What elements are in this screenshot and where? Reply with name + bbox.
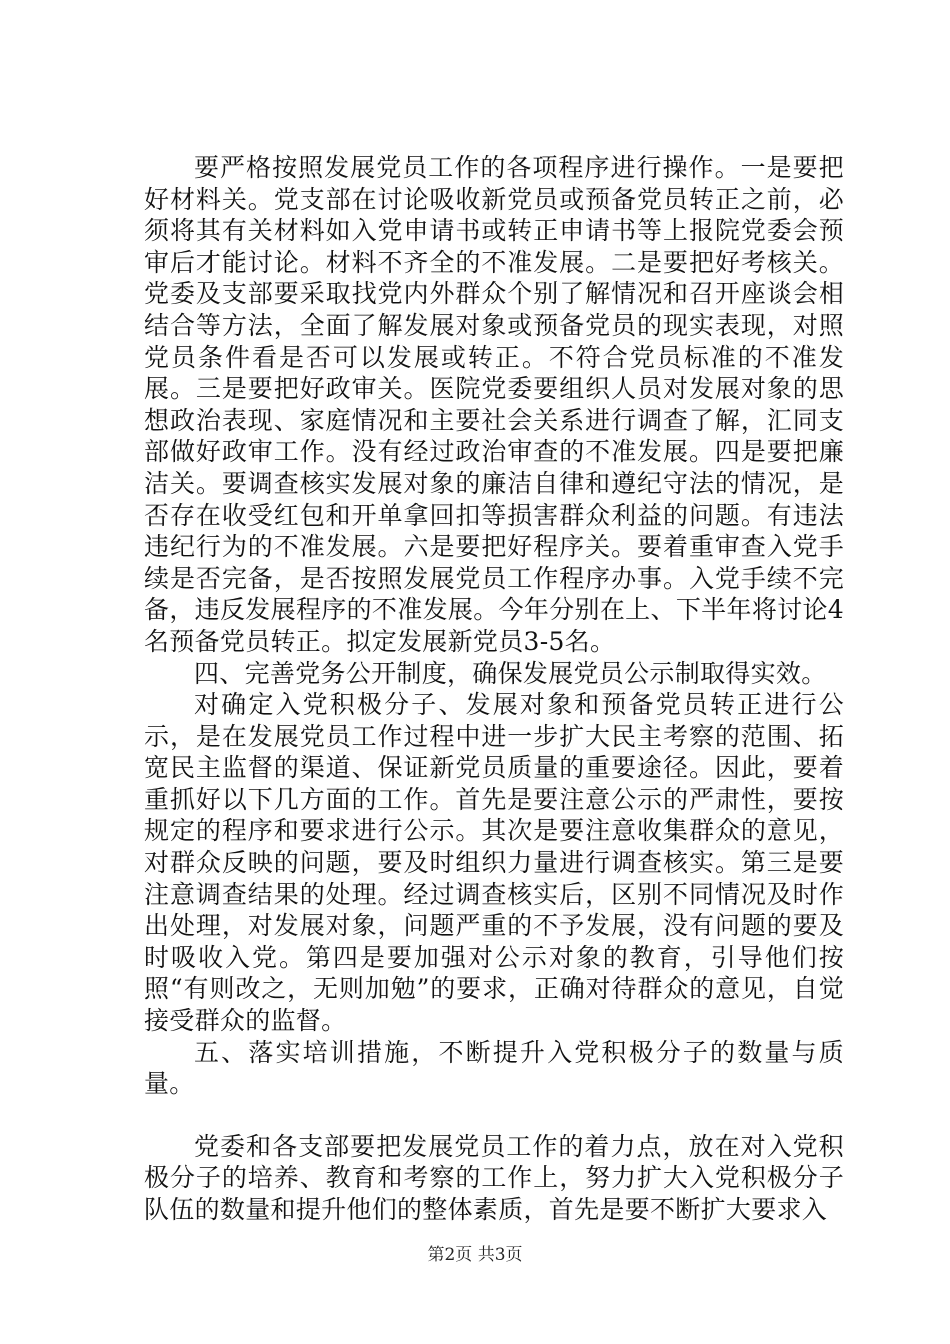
section-heading-four: 四、完善党务公开制度，确保发展党员公示制取得实效。 (194, 658, 827, 688)
paragraph-training: 党委和各支部要把发展党员工作的着力点，放在对入党积极分子的培养、教育和考察的工作上，努力扩大入党积极分子队伍的数量和提升他们的整体素质，首先是要不断扩大要求入 (144, 1131, 844, 1224)
paragraph-procedures: 要严格按照发展党员工作的各项程序进行操作。一是要把好材料关。党支部在讨论吸收新党员或预备党员转正之前，必须将其有关材料如入党申请书或转正申请书等上报院党委会预审后才能讨论。材料不齐全的不准发展。二是要把好考核关。党委及支部要采取找党内外群众个别了解情况和召开座谈会相结合等方法，全面了解发展对象或预备党员的现实表现，对照党员条件看是否可以发展或转正。不符合党员标准的不准发展。三是要把好政审关。医院党委要组织人员对发展对象的思想政治表现、家庭情况和主要社会关系进行调查了解，汇同支部做好政审工作。没有经过政治审查的不准发展。四是要把廉洁关。要调查核实发展对象的廉洁自律和遵纪守法的情况，是否存在收受红包和开单拿回扣等损害群众利益的问题。有违法违纪行为的不准发展。六是要把好程序关。要着重审查入党手续是否完备，是否按照发展党员工作程序办事。入党手续不完备，违反发展程序的不准发展。今年分别在上、下半年将讨论4名预备党员转正。拟定发展新党员3-5名。 (144, 153, 844, 656)
paragraph-publicity: 对确定入党积极分子、发展对象和预备党员转正进行公示，是在发展党员工作过程中进一步扩大民主考察的范围、拓宽民主监督的渠道、保证新党员质量的重要途径。因此，要着重抓好以下几方面的工作。首先是要注意公示的严肃性，要按规定的程序和要求进行公示。其次是要注意收集群众的意见，对群众反映的问题，要及时组织力量进行调查核实。第三是要注意调查结果的处理。经过调查核实后，区别不同情况及时作出处理，对发展对象，问题严重的不予发展，没有问题的要及时吸收入党。第四是要加强对公示对象的教育，引导他们按照“有则改之，无则加勉”的要求，正确对待群众的意见，自觉接受群众的监督。 (144, 690, 844, 1036)
body-text (144, 152, 844, 1226)
page-footer: 第2页 共3页 (427, 1245, 523, 1265)
section-heading-five: 五、落实培训措施，不断提升入党积极分子的数量与质量。 (144, 1037, 844, 1099)
